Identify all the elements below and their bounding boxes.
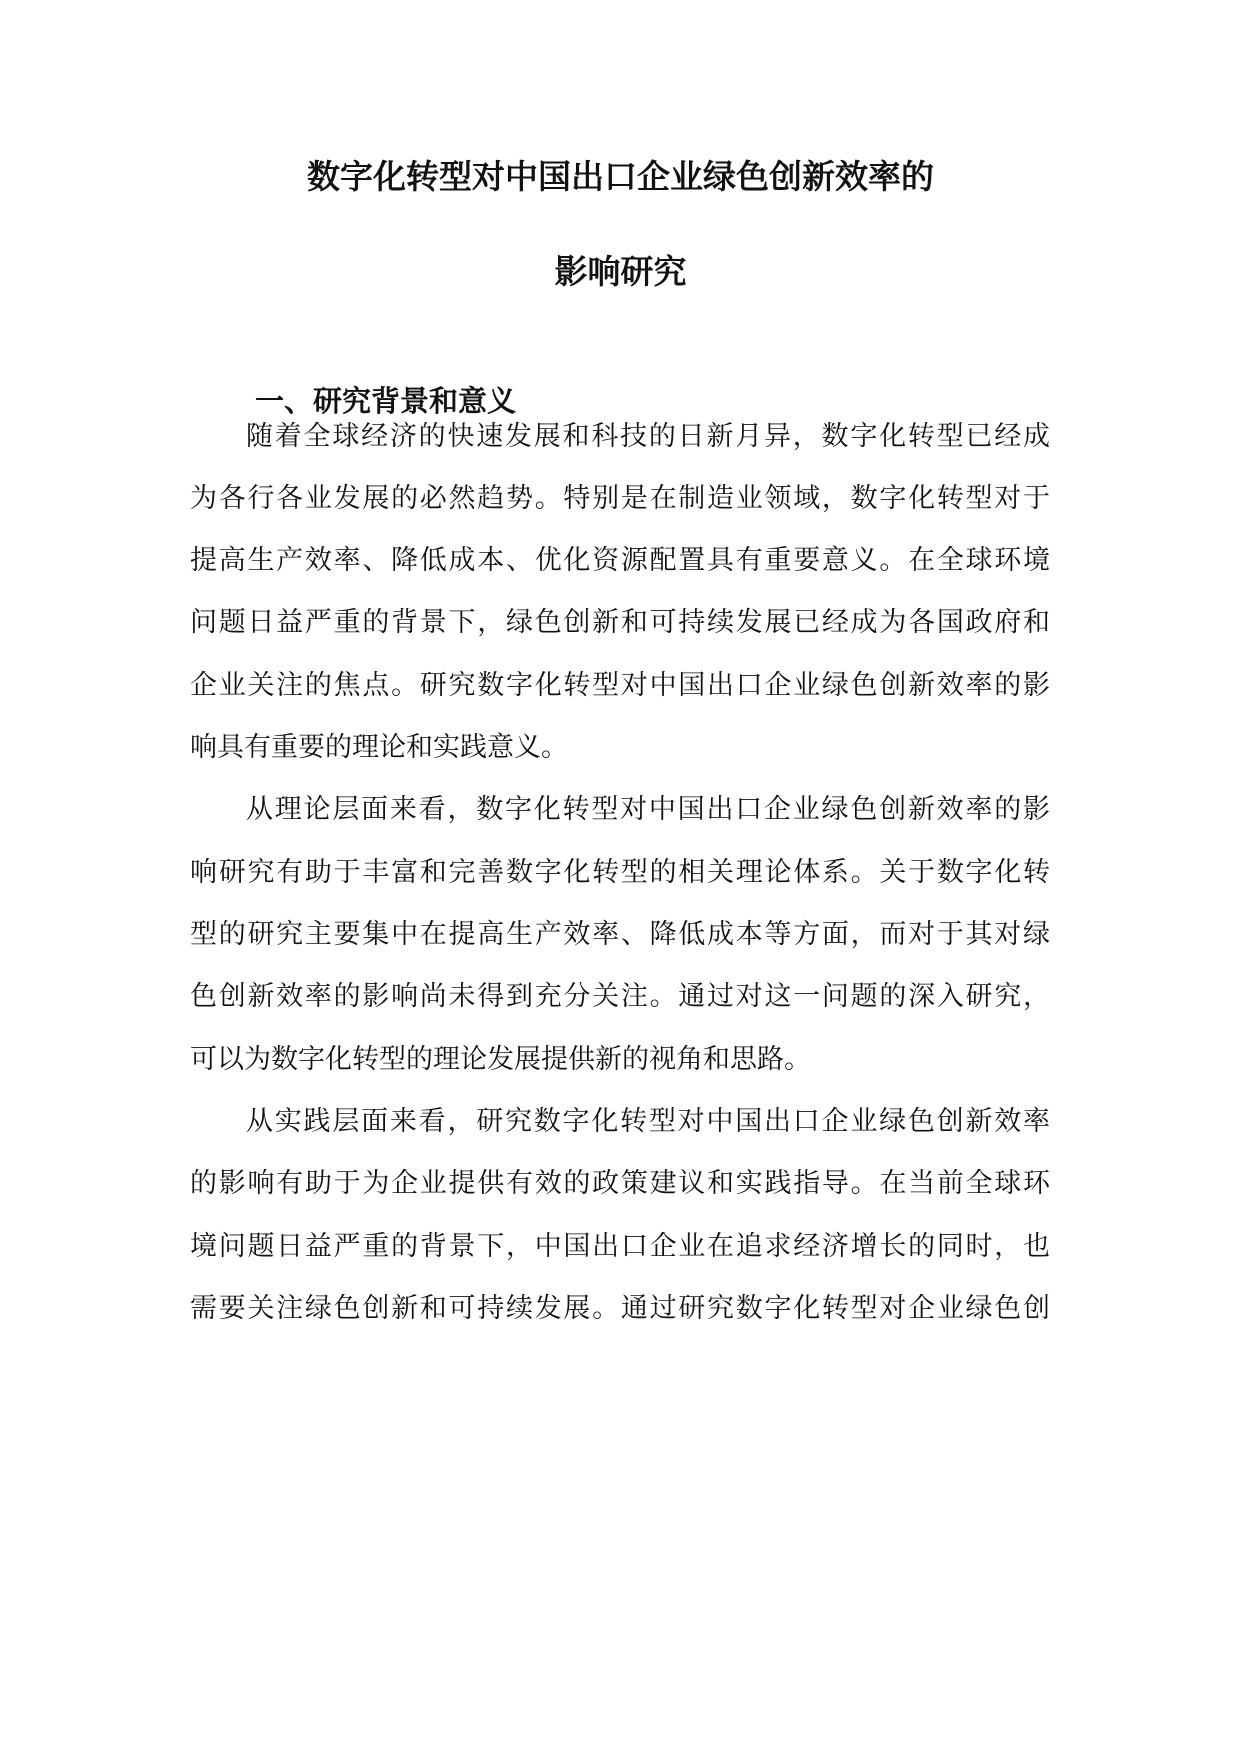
paragraph-line: 为各行各业发展的必然趋势。特别是在制造业领域，数字化转型对于 [190, 483, 1050, 514]
paragraph-line: 型的研究主要集中在提高生产效率、降低成本等方面，而对于其对绿 [190, 919, 1050, 950]
paragraph-line: 问题日益严重的背景下，绿色创新和可持续发展已经成为各国政府和 [190, 607, 1050, 638]
paragraph-line: 需要关注绿色创新和可持续发展。通过研究数字化转型对企业绿色创 [190, 1293, 1050, 1324]
paragraph-line: 可以为数字化转型的理论发展提供新的视角和思路。 [190, 1044, 811, 1075]
paragraph-line: 随着全球经济的快速发展和科技的日新月异，数字化转型已经成 [246, 421, 1050, 452]
paragraph-line: 色创新效率的影响尚未得到充分关注。通过对这一问题的深入研究， [190, 981, 1050, 1012]
paragraph-line: 的影响有助于为企业提供有效的政策建议和实践指导。在当前全球环 [190, 1168, 1050, 1199]
document-title-line-1: 数字化转型对中国出口企业绿色创新效率的 [307, 157, 934, 196]
paragraph-line: 响研究有助于丰富和完善数字化转型的相关理论体系。关于数字化转 [190, 857, 1050, 888]
paragraph-line: 企业关注的焦点。研究数字化转型对中国出口企业绿色创新效率的影 [190, 670, 1050, 701]
paragraph-line: 从理论层面来看，数字化转型对中国出口企业绿色创新效率的影 [246, 794, 1050, 825]
paragraph-line: 提高生产效率、降低成本、优化资源配置具有重要意义。在全球环境 [190, 545, 1050, 576]
paragraph-line: 从实践层面来看，研究数字化转型对中国出口企业绿色创新效率 [246, 1106, 1050, 1137]
section-heading: 一、研究背景和意义 [255, 384, 517, 418]
paragraph-line: 响具有重要的理论和实践意义。 [190, 732, 568, 763]
paragraph-line: 境问题日益严重的背景下，中国出口企业在追求经济增长的同时，也 [190, 1231, 1050, 1262]
document-title-line-2: 影响研究 [554, 252, 687, 291]
